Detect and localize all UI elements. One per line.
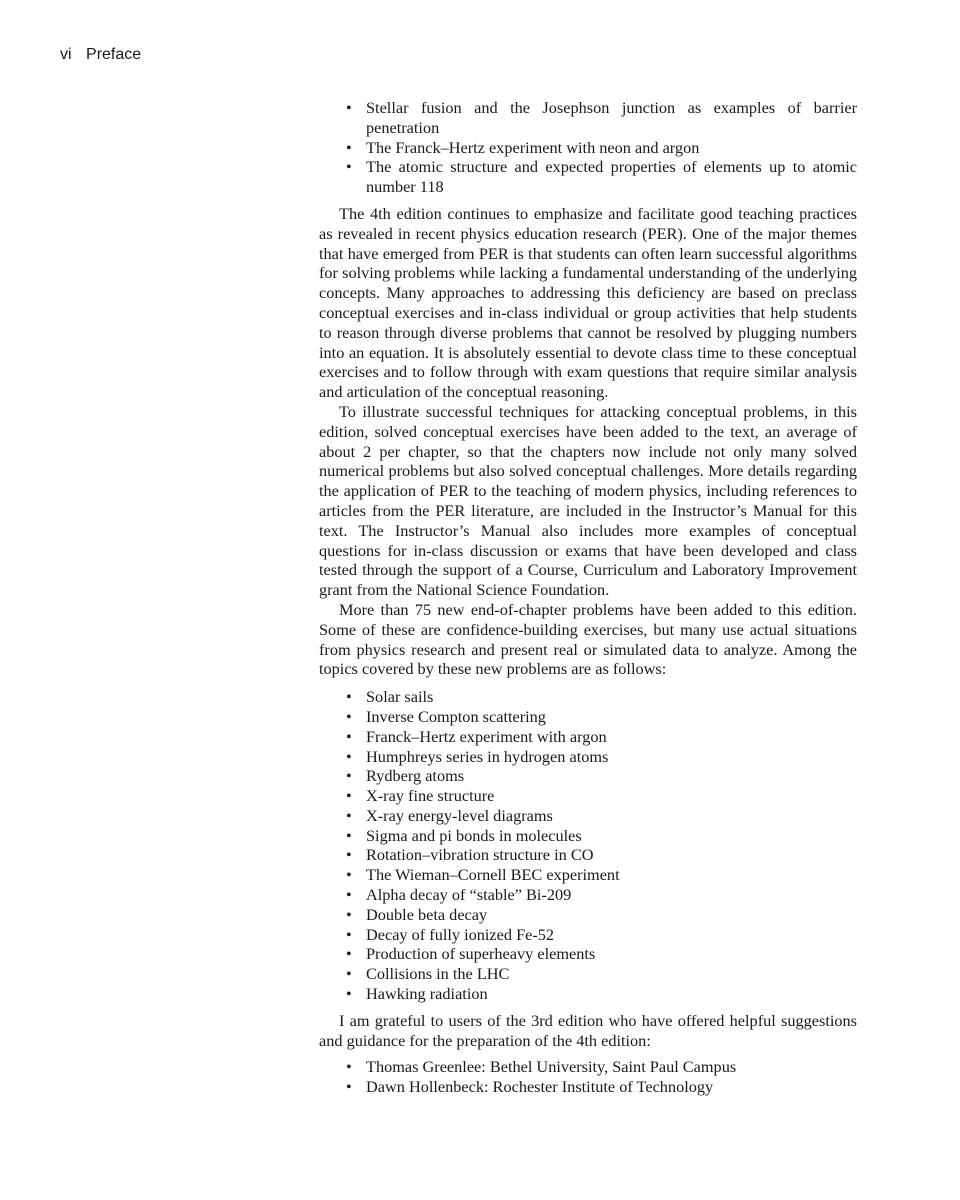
list-item: • Franck–Hertz experiment with argon <box>346 726 607 746</box>
bullet-icon: • <box>346 885 352 905</box>
paragraph-per-practices: The 4th edition continues to emphasize and facilitate good teaching practices as revealed in recent physics education research (PER). One of the major themes that have emerged from PER is that students can often learn successful algorithms for solving problems while lacking a fundamental understanding of the underlying concepts. Many approaches to addressing this deficiency are based on preclass conceptual exercises and in-class individual or group activities that help students to reason through diverse problems that cannot be resolved by plugging numbers into an equation. It is absolutely essential to devote class time to these conceptual exercises and to follow through with exam questions that require similar analysis and articulation of the conceptual reasoning. <box>319 203 857 402</box>
list-item: • The atomic structure and expected properties of elements up to atomic number 118 <box>346 157 857 197</box>
list-item: • The Wieman–Cornell BEC experiment <box>346 865 620 885</box>
list-item: • X-ray energy-level diagrams <box>346 805 553 825</box>
bullet-icon: • <box>346 845 352 865</box>
bullet-icon: • <box>346 984 352 1004</box>
list-item: • Stellar fusion and the Josephson junction as examples of barrier penetration <box>346 98 857 137</box>
bullet-icon: • <box>346 904 352 924</box>
bullet-icon: • <box>346 746 352 766</box>
list-item: • X-ray fine structure <box>346 786 495 806</box>
bullet-icon: • <box>346 865 352 885</box>
intro-topic-list <box>319 98 857 197</box>
paragraph-conceptual-exercises: To illustrate successful techniques for attacking conceptual problems, in this edition, solved conceptual exercises have been added to the text, an average of about 2 per chapter, so that the chapters now include not only many solved numerical problems but also solved conceptual challenges. More details regarding the application of PER to the teaching of modern physics, including references to articles from the PER literature, are included in the Instructor’s Manual for this text. The Instructor’s Manual also includes more examples of conceptual questions for in-class discussion or exams that have been developed and class tested through the support of a Course, Curriculum and Laboratory Improvement grant from the National Science Foundation. <box>319 401 857 600</box>
bullet-icon: • <box>346 786 352 806</box>
list-item: • Production of superheavy elements <box>346 944 596 964</box>
body-text <box>319 98 857 1097</box>
bullet-icon: • <box>346 825 352 845</box>
bullet-icon: • <box>346 726 352 746</box>
bullet-icon: • <box>346 1057 352 1077</box>
list-item: • Thomas Greenlee: Bethel University, Saint Paul Campus <box>346 1057 737 1077</box>
list-item: • Double beta decay <box>346 904 488 924</box>
new-problem-topics-list <box>319 687 857 1004</box>
list-item: • Rydberg atoms <box>346 766 465 786</box>
list-item: • Dawn Hollenbeck: Rochester Institute of Technology <box>346 1077 714 1097</box>
list-item: • Sigma and pi bonds in molecules <box>346 825 582 845</box>
bullet-icon: • <box>346 805 352 825</box>
paragraph-new-problems: More than 75 new end-of-chapter problems have been added to this edition. Some of these are confidence-building exercises, but many use actual situations from physics research and present real or simulated data to analyze. Among the topics covered by these new problems are as follows: <box>319 599 857 679</box>
running-head <box>60 45 141 65</box>
bullet-icon: • <box>346 766 352 786</box>
list-item: • Rotation–vibration structure in CO <box>346 845 594 865</box>
reviewers-list <box>319 1057 857 1097</box>
list-item: • Humphreys series in hydrogen atoms <box>346 746 609 766</box>
list-item: • Solar sails <box>346 687 434 707</box>
bullet-icon: • <box>346 964 352 984</box>
list-item: • Decay of fully ionized Fe-52 <box>346 924 555 944</box>
bullet-icon: • <box>346 1077 352 1097</box>
page-number: vi <box>60 46 72 63</box>
bullet-icon: • <box>346 98 352 117</box>
bullet-icon: • <box>346 157 352 177</box>
bullet-icon: • <box>346 687 352 707</box>
list-item: • Inverse Compton scattering <box>346 706 546 726</box>
bullet-icon: • <box>346 706 352 726</box>
section-title: Preface <box>86 46 142 63</box>
list-item: • The Franck–Hertz experiment with neon and argon <box>346 137 700 157</box>
paragraph-acknowledgment: I am grateful to users of the 3rd edition who have offered helpful suggestions and guidance for the preparation of the 4th edition: <box>319 1010 857 1050</box>
bullet-icon: • <box>346 137 352 157</box>
list-item: • Hawking radiation <box>346 984 488 1004</box>
bullet-icon: • <box>346 924 352 944</box>
list-item: • Alpha decay of “stable” Bi-209 <box>346 885 572 905</box>
list-item: • Collisions in the LHC <box>346 964 510 984</box>
bullet-icon: • <box>346 944 352 964</box>
